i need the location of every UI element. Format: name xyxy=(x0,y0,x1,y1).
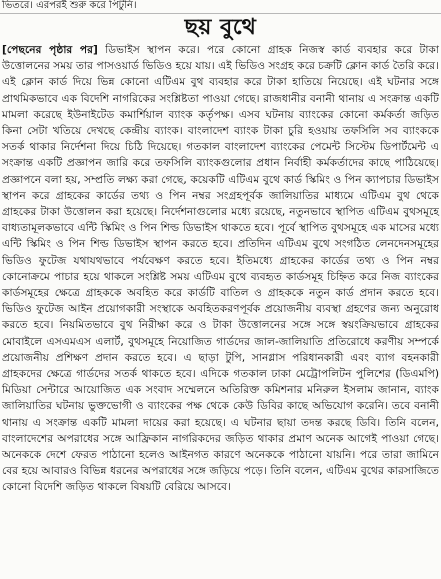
previous-article-tail: ভিতরে। এরপরই শুরু করে পিটুনি। xyxy=(2,0,137,11)
article-text: ডিভাইস স্থাপন করে। পরে কোনো গ্রাহক নিজস্ব কার্ড ব্যবহার করে টাকা উত্তোলনের সময় তার পাসওয়ার্ড ভিডিও হয়ে যায়। এই ভিডিও সংগ্রহ করে চক্রটি ক্লোন কার্ড তৈরি করে। এই ক্লোন কার্ড দিয়ে ভিন্ন কোনো এটিএম বুথ ব্যবহার করে টাকা হাতিয়ে নিয়েছে। এই ঘটনার সঙ্গে প্রাথমিকভাবে এক বিদেশি নাগরিকের সংশ্লিষ্টতা পাওয়া গেছে। রাজধানীর বনানী থানায় এ সংক্রান্ত একটি মামলা করেছে ইউনাইটেড কমার্শিয়াল ব্যাংক কর্তৃপক্ষ। এসব ঘটনায় ব্যাংকের কোনো কর্মকর্তা জড়িত কিনা সেটা খতিয়ে দেখছে কেন্দ্রীয় ব্যাংক। বাংলাদেশ ব্যাংক টাকা চুরি হওয়ায় তফসিলি সব ব্যাংককে সতর্ক থাকার নির্দেশনা দিয়ে চিঠি দিয়েছে। গতকাল বাংলাদেশ ব্যাংকের পেমেন্ট সিস্টেম ডিপার্টমেন্ট এ সংক্রান্ত একটি প্রজ্ঞাপন জারি করে তফসিলি ব্যাংকগুলোর প্রধান নির্বাহী কর্মকর্তাদের কাছে পাঠিয়েছে। প্রজ্ঞাপনে বলা হয়, সম্প্রতি লক্ষ্য করা গেছে, কয়েকটি এটিএম বুথে কার্ড স্কিমিং ও পিন ক্যাপচার ডিভাইস স্থাপন করে গ্রাহকের কার্ডের তথ্য ও পিন নম্বর সংগ্রহপূর্বক জালিয়াতির মাধ্যমে এটিএম বুথ থেকে গ্রাহকের টাকা উত্তোলন করা হয়েছে। নির্দেশনাগুলোর মধ্যে রয়েছে, নতুনভাবে স্থাপিত এটিএম বুথসমূহে বাধ্যতামূলকভাবে এন্টি স্কিমিং ও পিন শিল্ড ডিভাইস থাকতে হবে। পূর্বে স্থাপিত বুথসমূহে এক মাসের মধ্যে এন্টি স্কিমিং ও পিন শিল্ড ডিভাইস স্থাপন করতে হবে। প্রতিদিন এটিএম বুথে সংগঠিত লেনদেনসমূহের ভিডিও ফুটেজ যথাযথভাবে পর্যবেক্ষণ করতে হবে। ইতিমধ্যে গ্রাহকের কার্ডের তথ্য ও পিন নম্বর কোনোক্রমে পাচার হয়ে থাকলে সংশ্লিষ্ট সময় এটিএম বুথে ব্যবহৃত কার্ডসমূহ চিহ্নিত করে নিজ ব্যাংকের কার্ডসমূহের ক্ষেত্রে গ্রাহককে অবহিত করে কার্ডটি বাতিল ও গ্রাহককে নতুন কার্ড প্রদান করতে হবে। ভিডিও ফুটেজ আইন প্রয়োগকারী সংস্থাকে অবহিতকরণপূর্বক প্রয়োজনীয় ব্যবস্থা গ্রহণের জন্য অনুরোধ করতে হবে। নিয়মিতভাবে বুথ নিরীক্ষা করে ও টাকা উত্তোলনের সঙ্গে সঙ্গে স্বয়ংক্রিয়ভাবে গ্রাহকের মোবাইলে এসএমএস এলার্ট, বুথসমূহে নিয়োজিত গার্ডদের জাল-জালিয়াতি প্রতিরোধে করণীয় সম্পর্কে প্রয়োজনীয় প্রশিক্ষণ প্রদান করতে হবে। এ ছাড়া টুপি, সানগ্লাস পরিধানকারী এবং ব্যাগ বহনকারী গ্রাহকদের ক্ষেত্রে গার্ডদের সতর্ক থাকতে হবে। এদিকে গতকাল ঢাকা মেট্রোপলিটন পুলিশের (ডিএমপি) মিডিয়া সেন্টারে আয়োজিত এক সংবাদ সম্মেলনে অতিরিক্ত কমিশনার মনিরুল ইসলাম জানান, ব্যাংক জালিয়াতির ঘটনায় ভুক্তভোগী ও ব্যাংকের পক্ষ থেকে কেউ ডিবির কাছে অভিযোগ করেনি। তবে বনানী থানায় এ সংক্রান্ত একটি মামলা দায়ের করা হয়েছে। এ ঘটনার ছায়া তদন্ত করছে ডিবি। তিনি বলেন, বাংলাদেশের অপরাধের সঙ্গে আফ্রিকান নাগরিকদের জড়িত থাকার প্রমাণ অনেক আগেই পাওয়া গেছে। অনেককে দেশে ফেরত পাঠানো হলেও আইনগত কারণে অনেককে পাঠানো যায়নি। পরে তারা জামিনে বের হয়ে আবারও বিভিন্ন ধরনের অপরাধের সঙ্গে জড়িয়ে পড়ে। তিনি বলেন, এটিএম বুথের কারসাজিতে কোনো বিদেশি জড়িত থাকলে বিষয়টি বেরিয়ে আসবে। xyxy=(2,43,439,494)
article-paragraph xyxy=(2,42,439,496)
article-body xyxy=(2,42,439,496)
continued-marker: [পেছনের পৃষ্ঠার পর] xyxy=(2,43,98,56)
headline: ছয় বুথে xyxy=(184,14,257,40)
